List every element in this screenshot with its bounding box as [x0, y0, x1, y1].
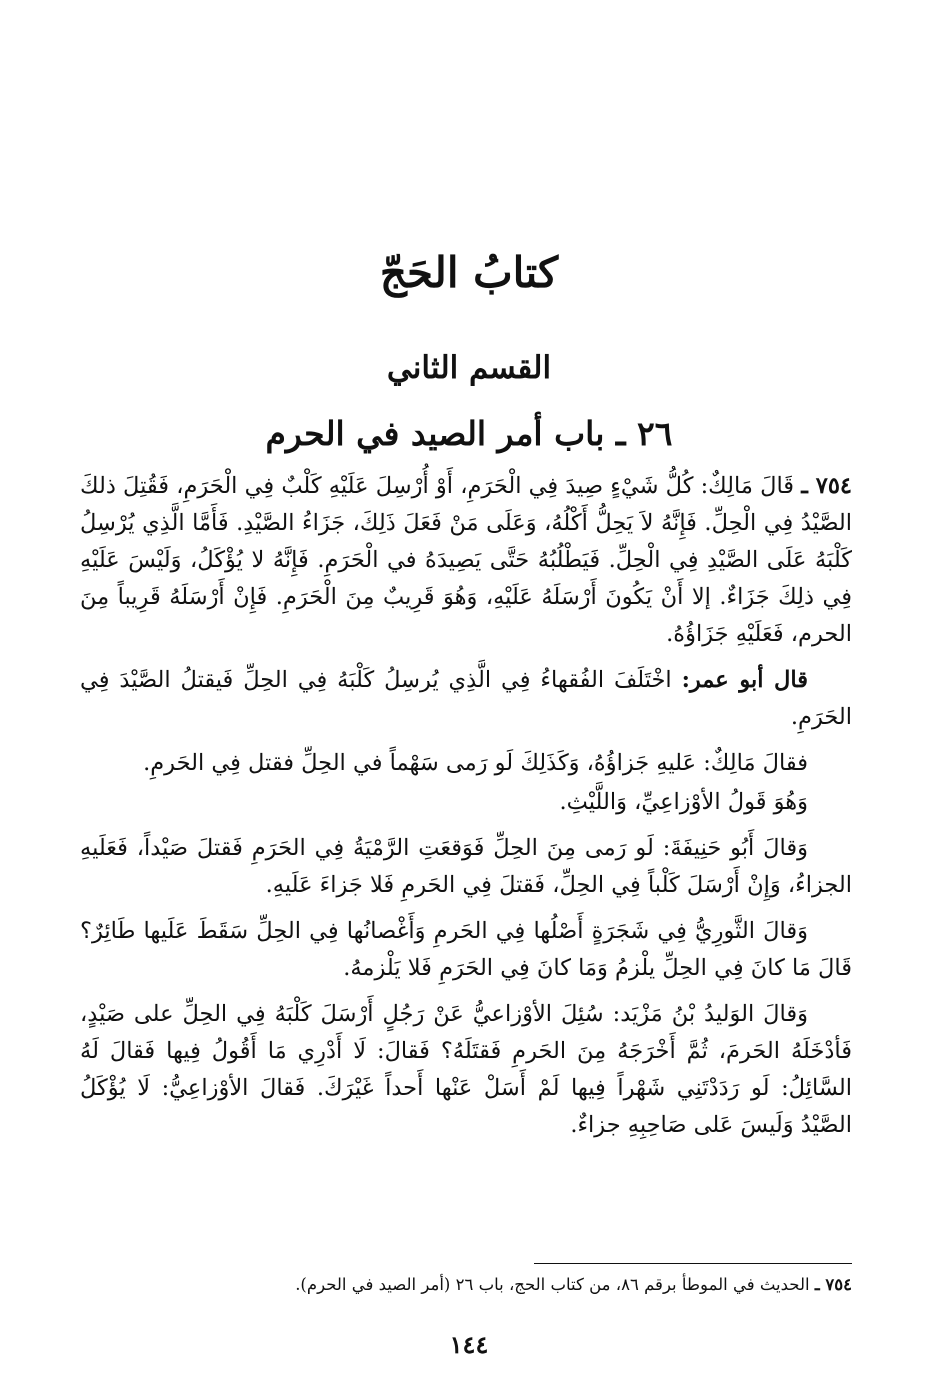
- paragraph-text: وَقالَ الثَّورِيُّ فِي شَجَرَةٍ أَصْلُها فِي الحَرمِ وَأَغْصانُها فِي الحِلِّ سَقَطَ عَلَيها طَائِرٌ؟ قَالَ مَا كانَ فِي الحِلِّ يلْزمُ وَمَا كانَ فِي الحَرَمِ فَلا يَلْزمهُ.: [80, 918, 852, 981]
- paragraph-text: وَهُوَ قَولُ الأوْزاعِيِّ، وَاللَّيْثِ.: [559, 789, 808, 815]
- paragraph-awzai-layth: [80, 784, 852, 821]
- part-title: القسم الثاني: [386, 350, 552, 386]
- paragraph-text: قَالَ مَالِكٌ: كُلُّ شَيْءٍ صِيدَ فِي الْحَرَمِ، أَوْ أُرْسِلَ عَلَيْهِ كَلْبٌ فِي الْحَرَمِ، فَقُتِلَ ذلكَ الصَّيْدُ فِي الْحِلِّ. فَإِنَّهُ لاَ يَحِلُّ أَكْلُهُ، وَعَلَى مَنْ فَعَلَ ذَلِكَ، جَزَاءُ الصَّيْدِ. فَأَمَّا الَّذِي يُرْسِلُ كَلْبَهُ عَلَى الصَّيْدِ فِي الْحِلِّ. فَيَطْلُبُهُ حَتَّى يَصِيدَهُ في الْحَرَمِ. فَإِنَّهُ لا يُؤْكَلُ، وَلَيْسَ عَلَيْهِ فِي ذلِكَ جَزَاءٌ. إلا أَنْ يَكُونَ أَرْسَلَهُ عَلَيْهِ، وَهُوَ قَرِيبٌ مِنَ الْحَرَمِ. فَإِنْ أَرْسَلَهُ قَرِيباً مِنَ الحرم، فَعَلَيْهِ جَزَاؤُهُ.: [80, 473, 852, 647]
- footnote-text: الحديث في الموطأ برقم ٨٦، من كتاب الحج، باب ٢٦ (أمر الصيد في الحرم).: [295, 1275, 815, 1294]
- book-title: كتابُ الحَجّ: [379, 248, 559, 297]
- footnote: [80, 1271, 852, 1299]
- paragraph-thawri: [80, 913, 852, 987]
- body-text: [80, 468, 852, 1153]
- paragraph-text: وَقالَ أَبُو حَنِيفَةَ: لَو رَمى مِنَ الحِلِّ فَوَقعَتِ الرَّمْيَةُ فِي الحَرَمِ فَقتلَ صَيْداً، فَعَلَيهِ الجزاءُ، وَإِنْ أَرْسَلَ كَلْباً فِي الحِلِّ، فَقتلَ فِي الحَرمِ فَلا جَزاءَ عَلَيهِ.: [80, 835, 852, 898]
- paragraph-abu-umar: [80, 662, 852, 736]
- paragraph-abu-hanifa: [80, 830, 852, 904]
- footnote-divider: [534, 1263, 852, 1264]
- paragraph-text: وَقالَ الوَليدُ بْنُ مَزْيَد: سُئِلَ الأوْزاعيُّ عَنْ رَجُلٍ أَرْسَلَ كَلْبَهُ فِي الحِلِّ على صَيْدٍ، فَأدْخَلَهُ الحَرمَ، ثُمَّ أَخْرَجَهُ مِنَ الحَرمِ فَقتَلَهُ؟ فَقالَ: لَا أَدْرِي مَا أَقُولُ فِيها فَقالَ لَهُ السَّائِلُ: لَو رَدَدْتَنِي شَهْراً فِيها لَمْ أَسَلْ عَنْها أَحداً غَيْرَكَ. فَقالَ الأوْزاعِيُّ: لَا يُؤْكَلُ الصَّيْدُ وَلَيسَ عَلى صَاحِبِهِ جزاءٌ.: [80, 1001, 852, 1138]
- speaker-label: قال أبو عمر:: [681, 667, 808, 693]
- paragraph-text: فقالَ مَالِكٌ: عَليهِ جَزاؤُهُ، وَكَذَلِكَ لَو رَمى سَهْماً في الحِلِّ فقتل فِي الحَرمِ.: [143, 750, 808, 776]
- paragraph-walid-ibn-mazyad: [80, 996, 852, 1144]
- chapter-title: ٢٦ ـ باب أمر الصيد في الحرم: [265, 414, 673, 453]
- paragraph-malik-opinion: [80, 745, 852, 782]
- footnote-number: ٧٥٤ ـ: [814, 1275, 852, 1294]
- page-number: ١٤٤: [449, 1330, 489, 1359]
- paragraph-hadith-754: [80, 468, 852, 653]
- paragraph-text: اخْتَلَفَ الفُقهاءُ فِي الَّذِي يُرسِلُ كَلْبَهُ فِي الحِلِّ فَيقتلُ الصَّيْدَ فِي الحَرَمِ.: [80, 667, 852, 730]
- hadith-number: ٧٥٤ ـ: [801, 473, 853, 499]
